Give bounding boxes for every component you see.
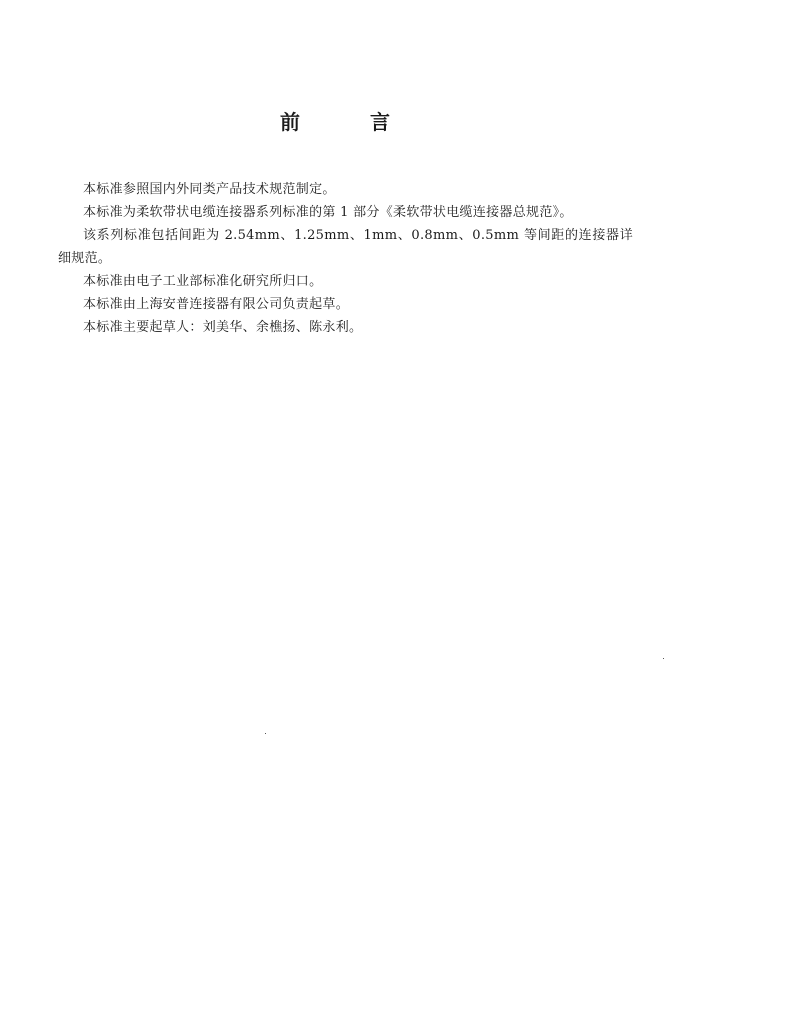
page-title-char-1: 前 [280, 109, 300, 134]
page-title-char-2: 言 [370, 109, 390, 134]
foreword-body [58, 178, 633, 339]
paragraph-2: 本标准为柔软带状电缆连接器系列标准的第 1 部分《柔软带状电缆连接器总规范》。 [83, 205, 573, 220]
scan-speck [265, 733, 266, 734]
paragraph-4: 本标准由电子工业部标准化研究所归口。 [83, 274, 323, 289]
paragraph-6: 本标准主要起草人：刘美华、余樵扬、陈永利。 [83, 320, 363, 335]
page-title [280, 104, 390, 136]
paragraph-5: 本标准由上海安普连接器有限公司负责起草。 [83, 297, 350, 312]
paragraph-3: 该系列标准包括间距为 2.54mm、1.25mm、1mm、0.8mm、0.5mm 等间距的连接器详细规范。 [58, 228, 633, 266]
scan-speck [663, 658, 664, 659]
paragraph-1: 本标准参照国内外同类产品技术规范制定。 [83, 182, 336, 197]
